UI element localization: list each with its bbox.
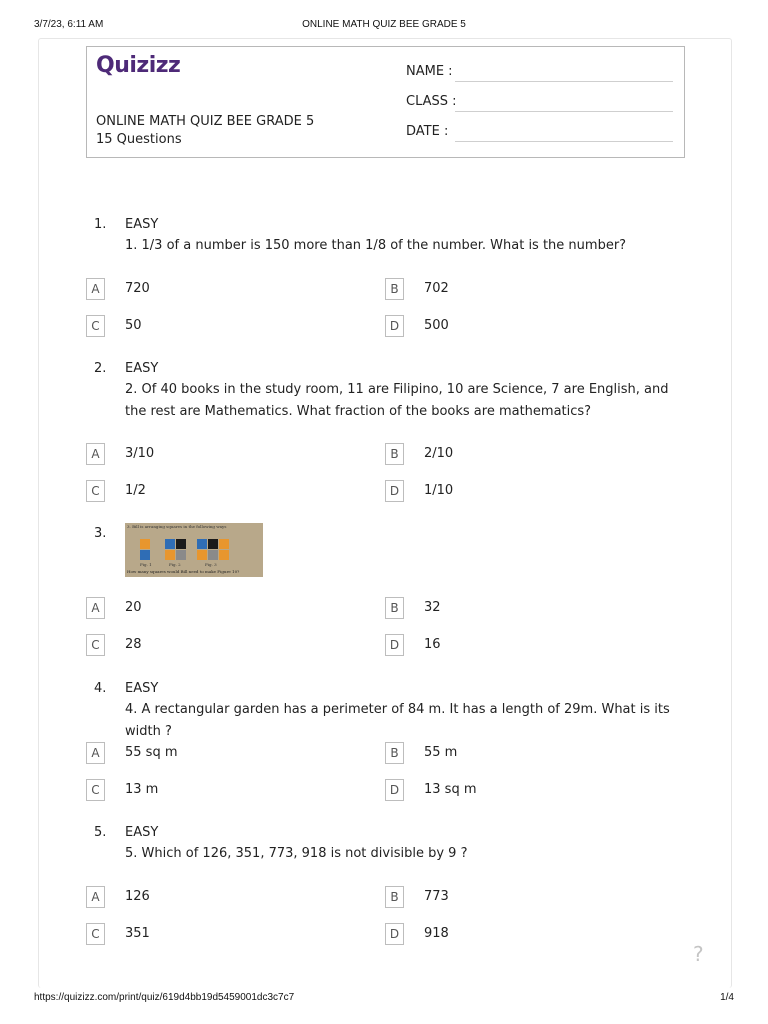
option-text-d: 1/10 — [424, 483, 454, 498]
question-text: 2. Of 40 books in the study room, 11 are Filipino, 10 are Science, 7 are English, and the rest are Mathematics. What fraction of the books are mathematics? — [125, 382, 669, 419]
option-letter-c: C — [86, 779, 105, 801]
option-letter-c: C — [86, 634, 105, 656]
question-level: EASY — [125, 217, 159, 232]
class-label: CLASS : — [406, 94, 457, 109]
option-letter-a: A — [86, 278, 105, 300]
image-question: How many squares would Bill need to make Figure 10? — [127, 569, 240, 574]
option-letter-c: C — [86, 315, 105, 337]
date-line — [455, 141, 673, 142]
option-text-d: 16 — [424, 637, 441, 652]
fig2-square — [165, 550, 175, 560]
fig3-square — [197, 550, 207, 560]
question-text: 5. Which of 126, 351, 773, 918 is not divisible by 9 ? — [125, 846, 468, 861]
question-text: 1. 1/3 of a number is 150 more than 1/8 of the number. What is the number? — [125, 238, 627, 253]
help-icon[interactable]: ? — [693, 942, 704, 966]
question-number: 1. — [94, 217, 107, 232]
option-text-a: 20 — [125, 600, 142, 615]
page-indicator: 1/4 — [720, 992, 734, 1003]
option-letter-d: D — [385, 779, 404, 801]
name-line — [455, 81, 673, 82]
option-letter-c: C — [86, 923, 105, 945]
fig2-square — [176, 550, 186, 560]
option-text-b: 702 — [424, 281, 449, 296]
question-count: 15 Questions — [96, 132, 182, 147]
question-number: 4. — [94, 681, 107, 696]
option-text-c: 1/2 — [125, 483, 146, 498]
print-document-title: ONLINE MATH QUIZ BEE GRADE 5 — [302, 19, 466, 30]
option-letter-b: B — [385, 742, 404, 764]
option-text-d: 13 sq m — [424, 782, 477, 797]
class-line — [455, 111, 673, 112]
question-image — [125, 523, 263, 577]
option-text-b: 2/10 — [424, 446, 454, 461]
option-text-d: 500 — [424, 318, 449, 333]
option-text-b: 32 — [424, 600, 441, 615]
option-letter-d: D — [385, 480, 404, 502]
option-letter-b: B — [385, 597, 404, 619]
option-text-c: 28 — [125, 637, 142, 652]
fig-label: Fig. 2 — [169, 562, 181, 567]
option-letter-a: A — [86, 443, 105, 465]
fig-label: Fig. 3 — [205, 562, 217, 567]
option-text-c: 50 — [125, 318, 142, 333]
option-letter-a: A — [86, 742, 105, 764]
question-number: 2. — [94, 361, 107, 376]
option-letter-b: B — [385, 886, 404, 908]
question-number: 5. — [94, 825, 107, 840]
quiz-header-box — [86, 46, 685, 158]
option-text-a: 720 — [125, 281, 150, 296]
quizizz-logo: Quizizz — [96, 53, 181, 78]
option-text-a: 3/10 — [125, 446, 155, 461]
date-label: DATE : — [406, 124, 449, 139]
option-text-c: 13 m — [125, 782, 159, 797]
fig3-square — [219, 550, 229, 560]
image-caption: 3. Bill is arranging squares in the following ways — [127, 524, 227, 529]
fig1-square — [140, 550, 150, 560]
fig3-square — [197, 539, 207, 549]
quiz-title: ONLINE MATH QUIZ BEE GRADE 5 — [96, 114, 315, 129]
option-letter-b: B — [385, 443, 404, 465]
question-level: EASY — [125, 825, 159, 840]
name-label: NAME : — [406, 64, 453, 79]
fig-label: Fig. 1 — [140, 562, 152, 567]
option-letter-d: D — [385, 315, 404, 337]
option-letter-a: A — [86, 886, 105, 908]
fig2-square — [176, 539, 186, 549]
print-timestamp: 3/7/23, 6:11 AM — [34, 19, 104, 30]
option-letter-a: A — [86, 597, 105, 619]
option-letter-b: B — [385, 278, 404, 300]
fig2-square — [165, 539, 175, 549]
option-letter-d: D — [385, 923, 404, 945]
question-number: 3. — [94, 526, 107, 541]
option-text-a: 126 — [125, 889, 150, 904]
option-text-d: 918 — [424, 926, 449, 941]
fig3-square — [219, 539, 229, 549]
fig3-square — [208, 550, 218, 560]
option-letter-c: C — [86, 480, 105, 502]
option-letter-d: D — [385, 634, 404, 656]
question-level: EASY — [125, 361, 159, 376]
option-text-b: 773 — [424, 889, 449, 904]
fig1-square — [140, 539, 150, 549]
fig3-square — [208, 539, 218, 549]
question-text: 4. A rectangular garden has a perimeter of 84 m. It has a length of 29m. What is its width ? — [125, 702, 670, 739]
question-level: EASY — [125, 681, 159, 696]
option-text-a: 55 sq m — [125, 745, 178, 760]
option-text-b: 55 m — [424, 745, 458, 760]
print-url: https://quizizz.com/print/quiz/619d4bb19d5459001dc3c7c7 — [34, 992, 295, 1003]
option-text-c: 351 — [125, 926, 150, 941]
